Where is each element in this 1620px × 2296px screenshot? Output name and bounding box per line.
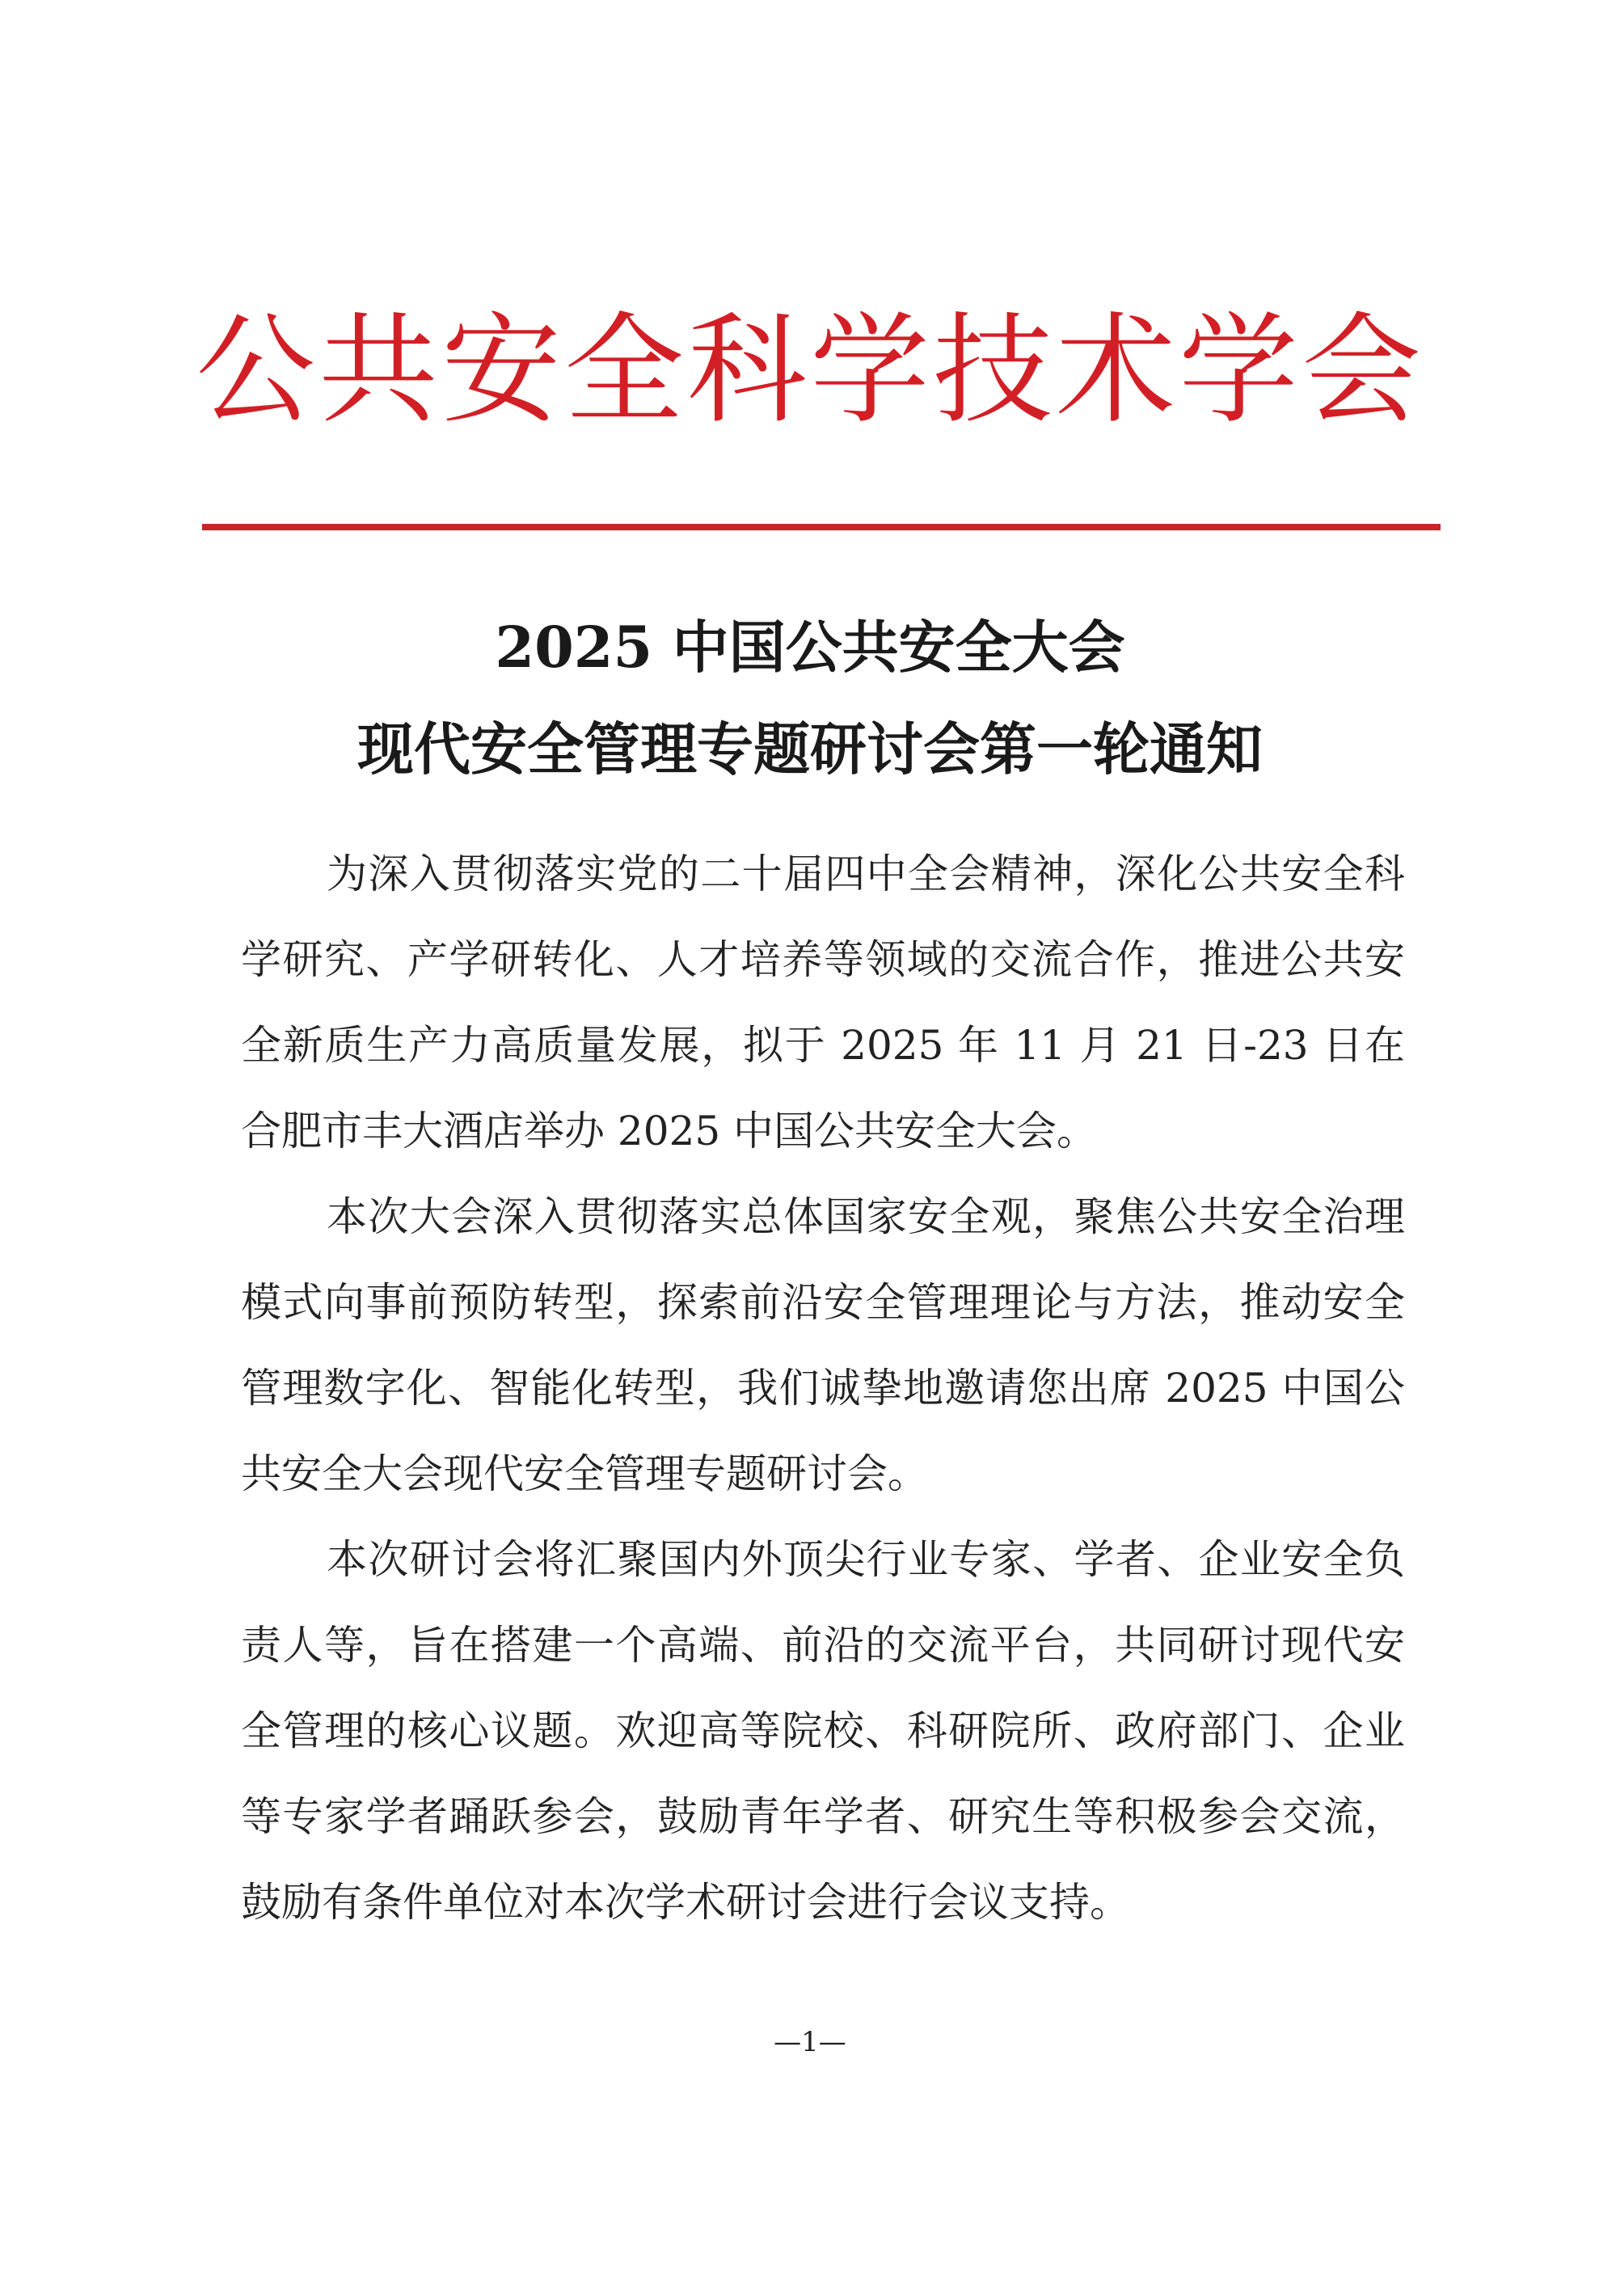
- body-paragraph-2: 本次大会深入贯彻落实总体国家安全观，聚焦公共安全治理模式向事前预防转型，探索前沿安全管理理论与方法，推动安全管理数字化、智能化转型，我们诚挚地邀请您出席 2025 中国公共安全大会现代安全管理专题研讨会。: [241, 1193, 1405, 1497]
- organization-letterhead: 公共安全科学技术学会: [196, 301, 1424, 440]
- notice-title-line-1: 2025 中国公共安全大会: [495, 614, 1125, 681]
- page-number: —1—: [774, 2026, 846, 2058]
- letterhead-divider: [202, 524, 1441, 530]
- body-paragraph-1: 为深入贯彻落实党的二十届四中全会精神，深化公共安全科学研究、产学研转化、人才培养等领域的交流合作，推进公共安全新质生产力高质量发展，拟于 2025 年 11 月 21 日-23 日在合肥市丰大酒店举办 2025 中国公共安全大会。: [241, 850, 1405, 1154]
- body-paragraph-3: 本次研讨会将汇聚国内外顶尖行业专家、学者、企业安全负责人等，旨在搭建一个高端、前沿的交流平台，共同研讨现代安全管理的核心议题。欢迎高等院校、科研院所、政府部门、企业等专家学者踊跃参会，鼓励青年学者、研究生等积极参会交流，鼓励有条件单位对本次学术研讨会进行会议支持。: [241, 1536, 1405, 1926]
- notice-title-line-2: 现代安全管理专题研讨会第一轮通知: [357, 715, 1263, 783]
